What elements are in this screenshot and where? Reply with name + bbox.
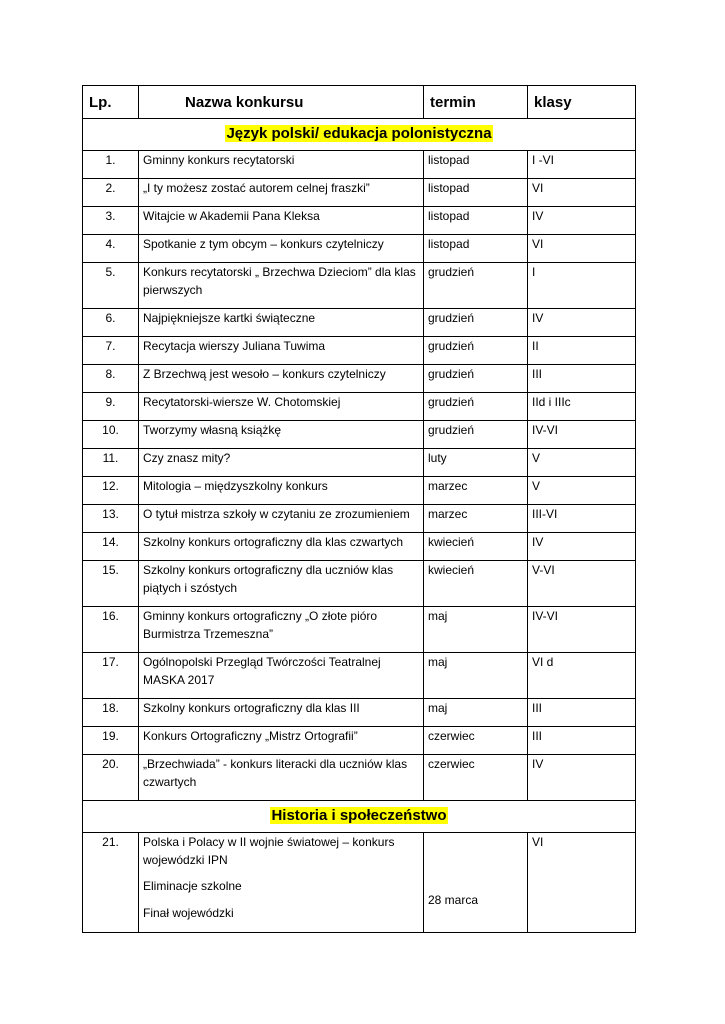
- competition-classes: IV-VI: [532, 423, 559, 437]
- table-row: [83, 699, 636, 727]
- competition-term: czerwiec: [428, 757, 475, 771]
- competition-classes: VI: [532, 181, 544, 195]
- competition-term: grudzień: [428, 367, 475, 381]
- table-row: [83, 533, 636, 561]
- table-row: [83, 337, 636, 365]
- competition-name: O tytuł mistrza szkoły w czytaniu ze zrozumieniem: [143, 507, 410, 521]
- row-number: 15.: [102, 563, 119, 577]
- row-number: 12.: [102, 479, 119, 493]
- row-number: 17.: [102, 655, 119, 669]
- section-title: Historia i społeczeństwo: [271, 807, 447, 825]
- competition-classes: VI: [532, 835, 544, 849]
- table-row: [83, 393, 636, 421]
- competition-term: marzec: [428, 479, 468, 493]
- table-row: [83, 755, 636, 801]
- table-row: [83, 833, 636, 933]
- table-row: [83, 607, 636, 653]
- competition-classes: II: [532, 339, 539, 353]
- table-row: [83, 151, 636, 179]
- competition-classes: IId i IIIc: [532, 395, 571, 409]
- competition-name: „I ty możesz zostać autorem celnej fraszki”: [143, 181, 370, 195]
- row-number: 2.: [105, 181, 116, 195]
- competition-classes: IV: [532, 311, 544, 325]
- competition-classes: VI: [532, 237, 544, 251]
- competition-name: Recytacja wierszy Juliana Tuwima: [143, 339, 326, 353]
- competitions-document: [82, 85, 635, 933]
- competition-term: czerwiec: [428, 729, 475, 743]
- competition-name: Ogólnopolski Przegląd Twórczości Teatralnej MASKA 2017: [143, 655, 381, 687]
- competition-term: 28 marca: [428, 892, 479, 907]
- competition-classes: I: [532, 265, 536, 279]
- competition-name: Szkolny konkurs ortograficzny dla klas czwartych: [143, 535, 404, 549]
- competition-term: listopad: [428, 209, 470, 223]
- competition-term: grudzień: [428, 423, 475, 437]
- row-number: 20.: [102, 757, 119, 771]
- competition-classes: V: [532, 479, 541, 493]
- competition-term: kwiecień: [428, 563, 475, 577]
- header-term: termin: [424, 86, 528, 119]
- table-row: [83, 449, 636, 477]
- competition-classes: III-VI: [532, 507, 558, 521]
- competition-classes: VI d: [532, 655, 554, 669]
- competition-name: Konkurs Ortograficzny „Mistrz Ortografii”: [143, 729, 358, 743]
- table-row: [83, 421, 636, 449]
- table-row: [83, 653, 636, 699]
- competition-name: Recytatorski-wiersze W. Chotomskiej: [143, 395, 341, 409]
- competition-term: maj: [428, 609, 448, 623]
- header-classes: klasy: [528, 86, 636, 119]
- competition-classes: IV: [532, 757, 544, 771]
- competition-term: luty: [428, 451, 447, 465]
- row-number: 19.: [102, 729, 119, 743]
- competition-name: Mitologia – międzyszkolny konkurs: [143, 479, 328, 493]
- row-number: 16.: [102, 609, 119, 623]
- section-heading-polish: [83, 119, 636, 151]
- table-row: [83, 365, 636, 393]
- competition-name: Z Brzechwą jest wesoło – konkurs czytelniczy: [143, 367, 386, 381]
- competition-name: Konkurs recytatorski „ Brzechwa Dzieciom” dla klas pierwszych: [143, 265, 416, 297]
- competition-term: listopad: [428, 181, 470, 195]
- competition-name: Tworzymy własną książkę: [143, 423, 282, 437]
- competition-term: grudzień: [428, 395, 475, 409]
- row-number: 6.: [105, 311, 116, 325]
- competition-classes: V: [532, 451, 541, 465]
- competition-term: grudzień: [428, 265, 475, 279]
- competition-classes: III: [532, 367, 543, 381]
- section-title: Język polski/ edukacja polonistyczna: [226, 125, 492, 143]
- table-row: [83, 235, 636, 263]
- competition-term: listopad: [428, 153, 470, 167]
- row-number: 13.: [102, 507, 119, 521]
- competition-term: grudzień: [428, 339, 475, 353]
- row-number: 21.: [102, 835, 119, 849]
- table-row: [83, 309, 636, 337]
- header-name: Nazwa konkursu: [139, 86, 424, 119]
- row-number: 10.: [102, 423, 119, 437]
- section-heading-history: [83, 801, 636, 833]
- competition-classes: III: [532, 701, 543, 715]
- competition-name: Szkolny konkurs ortograficzny dla uczniów klas piątych i szóstych: [143, 563, 394, 595]
- row-number: 8.: [105, 367, 116, 381]
- competition-name: Najpiękniejsze kartki świąteczne: [143, 311, 316, 325]
- stage-school: Eliminacje szkolne: [143, 879, 242, 893]
- competition-name: Gminny konkurs recytatorski: [143, 153, 295, 167]
- competition-term: maj: [428, 701, 448, 715]
- header-lp: Lp.: [83, 86, 139, 119]
- competition-classes: V-VI: [532, 563, 555, 577]
- competition-classes: I -VI: [532, 153, 555, 167]
- competition-classes: III: [532, 729, 543, 743]
- competition-name: Polska i Polacy w II wojnie światowej – konkurs wojewódzki IPN: [143, 835, 395, 867]
- table-row: [83, 179, 636, 207]
- row-number: 1.: [105, 153, 116, 167]
- table-row: [83, 263, 636, 309]
- table-row: [83, 477, 636, 505]
- stage-final: Finał wojewódzki: [143, 905, 234, 920]
- header-row: [83, 86, 636, 119]
- row-number: 11.: [102, 451, 119, 465]
- competition-classes: IV: [532, 209, 544, 223]
- table-row: [83, 727, 636, 755]
- row-number: 9.: [105, 395, 116, 409]
- table-row: [83, 505, 636, 533]
- row-number: 5.: [105, 265, 116, 279]
- competition-name: Gminny konkurs ortograficzny „O złote pióro Burmistrza Trzemeszna”: [143, 609, 378, 641]
- row-number: 7.: [105, 339, 116, 353]
- competition-term: kwiecień: [428, 535, 475, 549]
- competitions-table: [82, 85, 636, 933]
- competition-name: Czy znasz mity?: [143, 451, 231, 465]
- competition-term: grudzień: [428, 311, 475, 325]
- row-number: 4.: [105, 237, 116, 251]
- competition-name: Szkolny konkurs ortograficzny dla klas III: [143, 701, 360, 715]
- row-number: 14.: [102, 535, 119, 549]
- table-row: [83, 561, 636, 607]
- row-number: 3.: [105, 209, 116, 223]
- competition-name: Witajcie w Akademii Pana Kleksa: [143, 209, 320, 223]
- table-row: [83, 207, 636, 235]
- competition-term: maj: [428, 655, 448, 669]
- competition-classes: IV: [532, 535, 544, 549]
- competition-name: „Brzechwiada” - konkurs literacki dla uczniów klas czwartych: [143, 757, 408, 789]
- competition-name: Spotkanie z tym obcym – konkurs czytelniczy: [143, 237, 384, 251]
- competition-name-block: [139, 833, 423, 922]
- competition-term: listopad: [428, 237, 470, 251]
- competition-term: marzec: [428, 507, 468, 521]
- competition-classes: IV-VI: [532, 609, 559, 623]
- row-number: 18.: [102, 701, 119, 715]
